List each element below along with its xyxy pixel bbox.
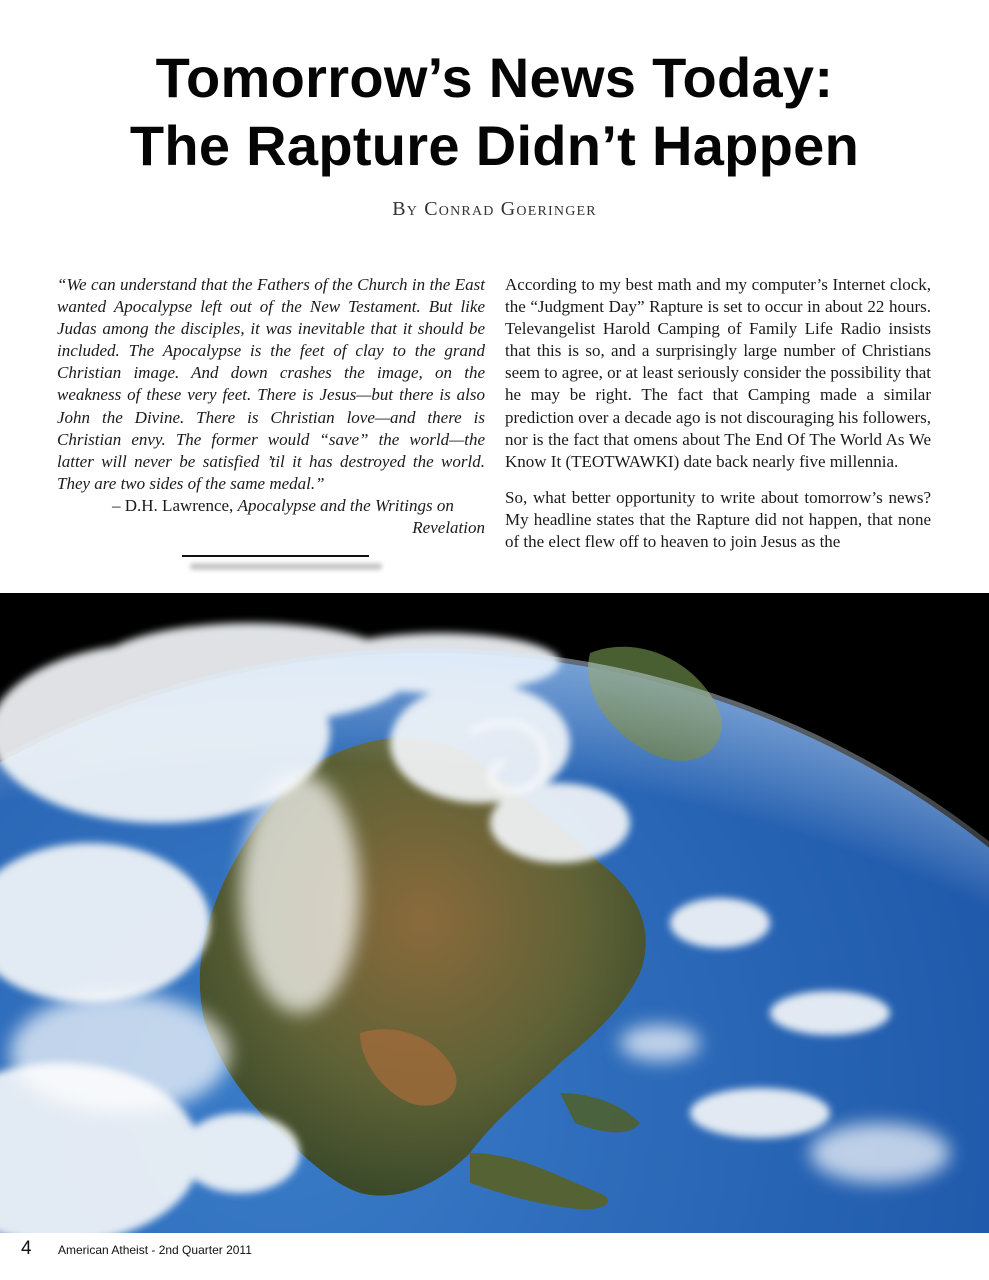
attribution-line-1	[57, 495, 485, 517]
body-paragraph: So, what better opportunity to write about tomorrow’s news? My headline states that the Rapture did not happen, that none of the elect flew off to heaven to join Jesus as the	[505, 487, 931, 552]
earth-from-space-image	[0, 593, 989, 1233]
attribution-work-title-continued: Revelation	[412, 518, 485, 538]
article-title	[0, 44, 989, 180]
magazine-issue: American Atheist - 2nd Quarter 2011	[58, 1243, 252, 1257]
page-number: 4	[21, 1238, 32, 1259]
section-divider	[182, 555, 369, 557]
divider-shadow	[190, 563, 382, 570]
article-body	[505, 274, 931, 567]
earth-photo	[0, 593, 989, 1233]
epigraph-quote: “We can understand that the Fathers of the Church in the East wanted Apocalypse left out of the New Testament. But like Judas among the disciples, it was inevitable that it should be included. The Apocalypse is the feet of clay to the grand Christian image. And down crashes the image, on the weakness of these very feet. There is Jesus—but there is also John the Divine. There is Christian love—and there is Christian envy. The former would “save” the world—the latter will never be satisfied ’til it has destroyed the world. They are two sides of the same medal.”	[57, 275, 485, 493]
attribution-work-title: Apocalypse and the Writings on	[237, 496, 454, 515]
epigraph-attribution	[57, 495, 485, 539]
title-line-1: Tomorrow’s News Today:	[155, 46, 834, 109]
body-paragraph: According to my best math and my computer’s Internet clock, the “Judgment Day” Rapture is set to occur in about 22 hours. Televangelist Harold Camping of Family Life Radio insists that this is so, and a surprisingly large number of Christians seem to agree, or at least seriously consider the possibility that he may be right. The fact that Camping made a similar prediction over a decade ago is not discouraging his followers, nor is the fact that omens about The End Of The World As We Know It (TEOTWAWKI) date back nearly five millennia.	[505, 275, 931, 471]
title-line-2: The Rapture Didn’t Happen	[129, 114, 860, 177]
byline: By Conrad Goeringer	[392, 198, 597, 220]
attribution-author: – D.H. Lawrence,	[112, 496, 238, 515]
